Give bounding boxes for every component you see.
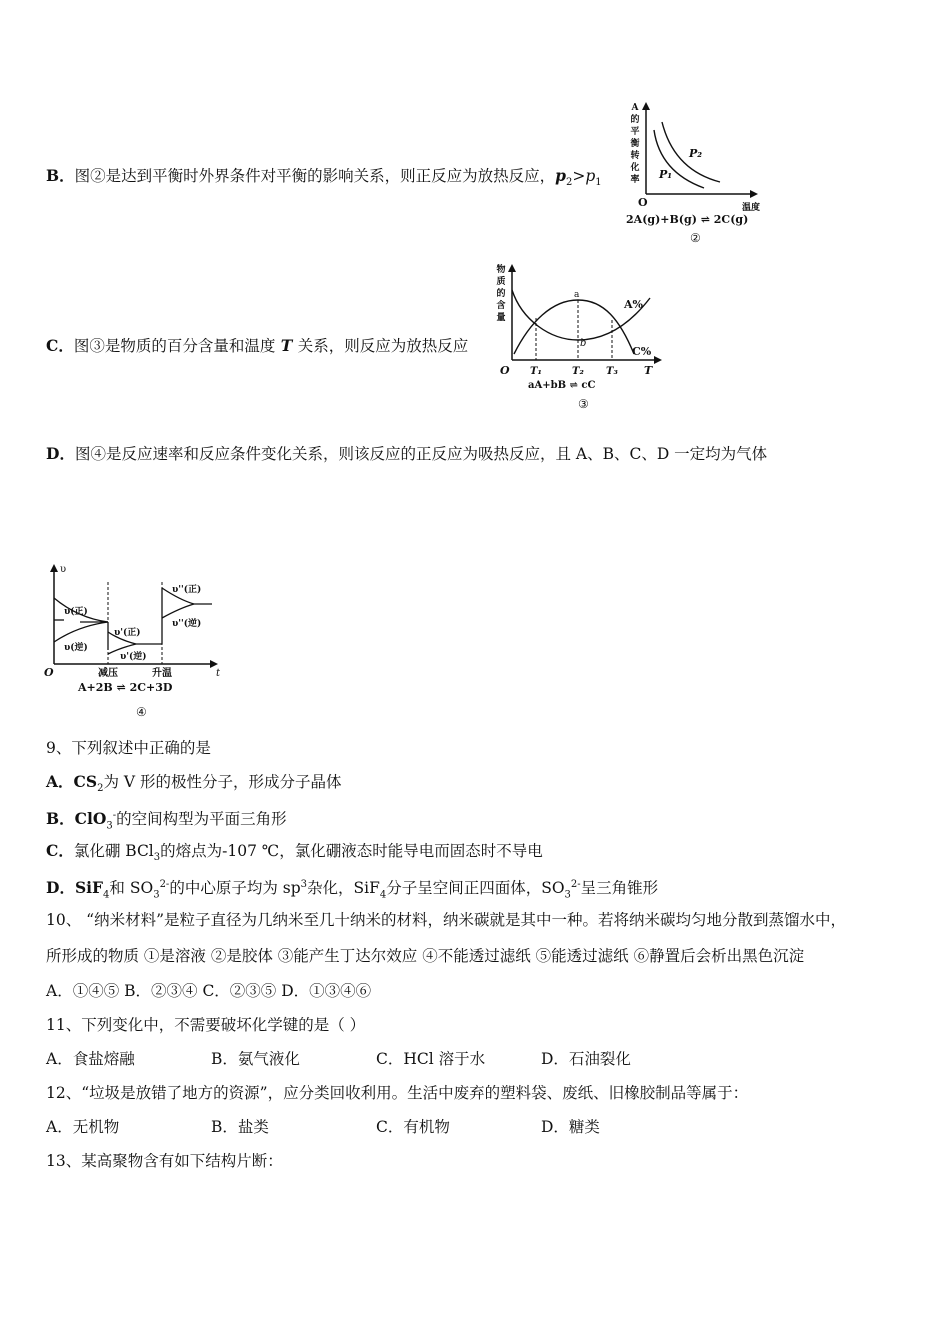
fig2-y-arrow bbox=[642, 102, 650, 110]
option-letter: C． bbox=[46, 841, 74, 860]
formula: ClO bbox=[74, 809, 107, 829]
subscript: 3 bbox=[564, 889, 571, 901]
fig4-cond-1: 减压 bbox=[98, 668, 118, 679]
gt-symbol: > bbox=[572, 167, 586, 185]
q8-option-b bbox=[46, 166, 602, 193]
p2-subscript: 2 bbox=[565, 177, 573, 189]
fig4-label-v-forward: υ(正) bbox=[64, 607, 88, 617]
q13-stem: 13、某高聚物含有如下结构片断： bbox=[46, 1152, 283, 1170]
fig3-tick-t3: T₃ bbox=[606, 366, 618, 377]
formula: CS bbox=[73, 772, 98, 791]
option-text: 图④是反应速率和反应条件变化关系，则该反应的正反应为吸热反应，且 A、B、C、D 一定均为气体 bbox=[74, 445, 768, 463]
fig3-tick-t2: T₂ bbox=[572, 366, 584, 377]
fig3-curve-c-percent bbox=[514, 300, 634, 354]
fig4-x-label: t bbox=[216, 668, 221, 679]
q11-option-c: C．HCl 溶于水 bbox=[376, 1050, 486, 1068]
fig3-ylabel-char: 质 bbox=[496, 277, 506, 287]
option-text: 的熔点为-107 ℃，氯化硼液态时能导电而固态时不导电 bbox=[160, 842, 543, 860]
fig3-x-arrow bbox=[654, 356, 662, 364]
q9-option-d bbox=[46, 875, 658, 905]
fig2-origin: O bbox=[638, 196, 648, 209]
option-text: 杂化，SiF bbox=[307, 879, 380, 898]
fig2-ylabel-char: 平 bbox=[630, 127, 640, 137]
q10-stem-line1: 10、 “纳米材料”是粒子直径为几纳米至几十纳米的材料，纳米碳就是其中一种。若将纳米碳均匀地分散到蒸馏水中， bbox=[46, 911, 847, 929]
fig3-label-c-percent: C% bbox=[632, 345, 652, 358]
fig4-x-arrow bbox=[210, 660, 218, 668]
option-text: 为 V 形的极性分子，形成分子晶体 bbox=[103, 773, 342, 791]
fig4-number: ④ bbox=[136, 705, 147, 719]
option-letter: D． bbox=[46, 444, 75, 463]
subscript: 2 bbox=[97, 783, 104, 795]
fig3-ylabel-char: 含 bbox=[496, 301, 506, 311]
fig2-ylabel-char: A bbox=[631, 103, 639, 113]
q9-option-a bbox=[46, 772, 342, 799]
fig4-seg3-reverse bbox=[162, 604, 194, 618]
figure-2 bbox=[618, 100, 778, 248]
superscript: 2- bbox=[570, 879, 581, 890]
superscript: 3 bbox=[300, 879, 307, 890]
option-text: 的中心原子均为 sp bbox=[169, 879, 301, 898]
option-letter: B． bbox=[46, 809, 75, 829]
fig3-ylabel-char: 的 bbox=[496, 289, 506, 299]
figure-4 bbox=[40, 560, 230, 722]
q9-option-c bbox=[46, 841, 543, 868]
option-text: 呈三角锥形 bbox=[580, 879, 659, 898]
superscript: 2- bbox=[159, 879, 170, 890]
option-text: 氯化硼 BCl bbox=[73, 842, 154, 860]
fig4-origin: O bbox=[44, 666, 54, 679]
q11-option-d: D．石油裂化 bbox=[541, 1050, 631, 1068]
option-text: 关系，则反应为放热反应 bbox=[297, 337, 469, 355]
subscript: 3 bbox=[106, 820, 113, 832]
fig3-point-a: a bbox=[574, 290, 580, 300]
fig4-y-label: υ bbox=[60, 564, 67, 575]
q11-option-a: A．食盐熔融 bbox=[46, 1050, 135, 1068]
option-text: 和 SO bbox=[109, 879, 154, 898]
fig2-reaction: 2A(g)+B(g) ⇌ 2C(g) bbox=[626, 213, 749, 226]
fig2-ylabel-char: 转 bbox=[630, 151, 640, 161]
fig2-ylabel-char: 的 bbox=[630, 115, 640, 125]
option-letter: D． bbox=[46, 878, 75, 898]
q12-option-d: D．糖类 bbox=[541, 1118, 600, 1136]
fig2-label-p1: P₁ bbox=[659, 168, 673, 181]
fig4-label-v2-reverse: υ''(逆) bbox=[172, 619, 202, 629]
q11-stem: 11、下列变化中，不需要破坏化学键的是（ ） bbox=[46, 1016, 366, 1034]
q12-options bbox=[46, 1117, 600, 1137]
fig2-x-arrow bbox=[750, 190, 758, 198]
q11-option-b: B．氨气液化 bbox=[211, 1050, 300, 1068]
superscript: - bbox=[112, 810, 117, 821]
fig4-label-v1-forward: υ'(正) bbox=[114, 628, 141, 638]
fig4-reaction: A+2B ⇌ 2C+3D bbox=[78, 681, 173, 694]
fig2-xlabel: 温度 bbox=[742, 203, 761, 213]
fig2-ylabel-char: 化 bbox=[630, 163, 640, 173]
fig2-number: ② bbox=[690, 231, 701, 245]
q11-options bbox=[46, 1049, 631, 1069]
fig4-y-arrow bbox=[50, 564, 58, 572]
q12-option-b: B．盐类 bbox=[211, 1118, 269, 1136]
subscript: 3 bbox=[153, 852, 161, 864]
subscript: 3 bbox=[153, 889, 160, 901]
q8-option-d bbox=[46, 444, 767, 464]
q12-option-a: A．无机物 bbox=[46, 1118, 120, 1136]
p2-symbol: p bbox=[555, 166, 566, 185]
option-text: 图②是达到平衡时外界条件对平衡的影响关系，则正反应为放热反应， bbox=[74, 167, 556, 185]
fig3-ylabel-char: 物 bbox=[496, 265, 506, 275]
figure-3 bbox=[490, 262, 670, 414]
fig4-label-v1-reverse: υ'(逆) bbox=[120, 652, 147, 662]
subscript: 4 bbox=[103, 889, 110, 901]
option-text: 的空间构型为平面三角形 bbox=[116, 810, 287, 829]
q10-stem-line2: 所形成的物质 ①是溶液 ②是胶体 ③能产生丁达尔效应 ④不能透过滤纸 ⑤能透过滤纸 ⑥静置后会析出黑色沉淀 bbox=[46, 947, 805, 965]
fig2-ylabel-char: 衡 bbox=[630, 139, 640, 149]
q8-option-c bbox=[46, 336, 468, 356]
p1-symbol: p bbox=[585, 167, 596, 185]
option-text: 图③是物质的百分含量和温度 bbox=[73, 337, 276, 355]
fig4-label-v2-forward: υ''(正) bbox=[172, 585, 202, 595]
q9-option-b bbox=[46, 806, 287, 836]
fig4-label-v-reverse: υ(逆) bbox=[64, 643, 88, 653]
option-letter: C． bbox=[46, 336, 74, 355]
fig3-x-label: T bbox=[644, 364, 653, 377]
q9-stem: 9、下列叙述中正确的是 bbox=[46, 739, 211, 757]
formula: SiF bbox=[74, 878, 104, 898]
fig3-reaction: aA+bB ⇌ cC bbox=[528, 380, 596, 391]
q10-options: A．①④⑤ B．②③④ C．②③⑤ D．①③④⑥ bbox=[46, 982, 372, 1000]
fig2-label-p2: P₂ bbox=[689, 147, 703, 160]
fig3-ylabel-char: 量 bbox=[496, 313, 506, 323]
fig2-ylabel-char: 率 bbox=[630, 175, 640, 185]
fig4-seg1-reverse bbox=[54, 622, 108, 642]
option-letter: A． bbox=[46, 772, 74, 791]
fig4-cond-2: 升温 bbox=[152, 668, 172, 679]
fig3-origin: O bbox=[500, 364, 510, 377]
fig3-number: ③ bbox=[578, 397, 589, 411]
option-text: 分子呈空间正四面体，SO bbox=[386, 879, 565, 898]
fig3-label-a-percent: A% bbox=[624, 298, 643, 311]
temperature-symbol: T bbox=[275, 336, 298, 355]
subscript: 4 bbox=[379, 889, 387, 901]
fig3-tick-t1: T₁ bbox=[530, 366, 542, 377]
p1-subscript: 1 bbox=[595, 177, 602, 189]
q12-option-c: C．有机物 bbox=[376, 1118, 450, 1136]
option-letter: B． bbox=[46, 166, 75, 185]
fig3-y-arrow bbox=[508, 264, 516, 272]
q12-stem: 12、“垃圾是放错了地方的资源”，应分类回收利用。生活中废弃的塑料袋、废纸、旧橡胶制品等属于： bbox=[46, 1084, 749, 1102]
fig3-point-b: b bbox=[580, 338, 587, 349]
